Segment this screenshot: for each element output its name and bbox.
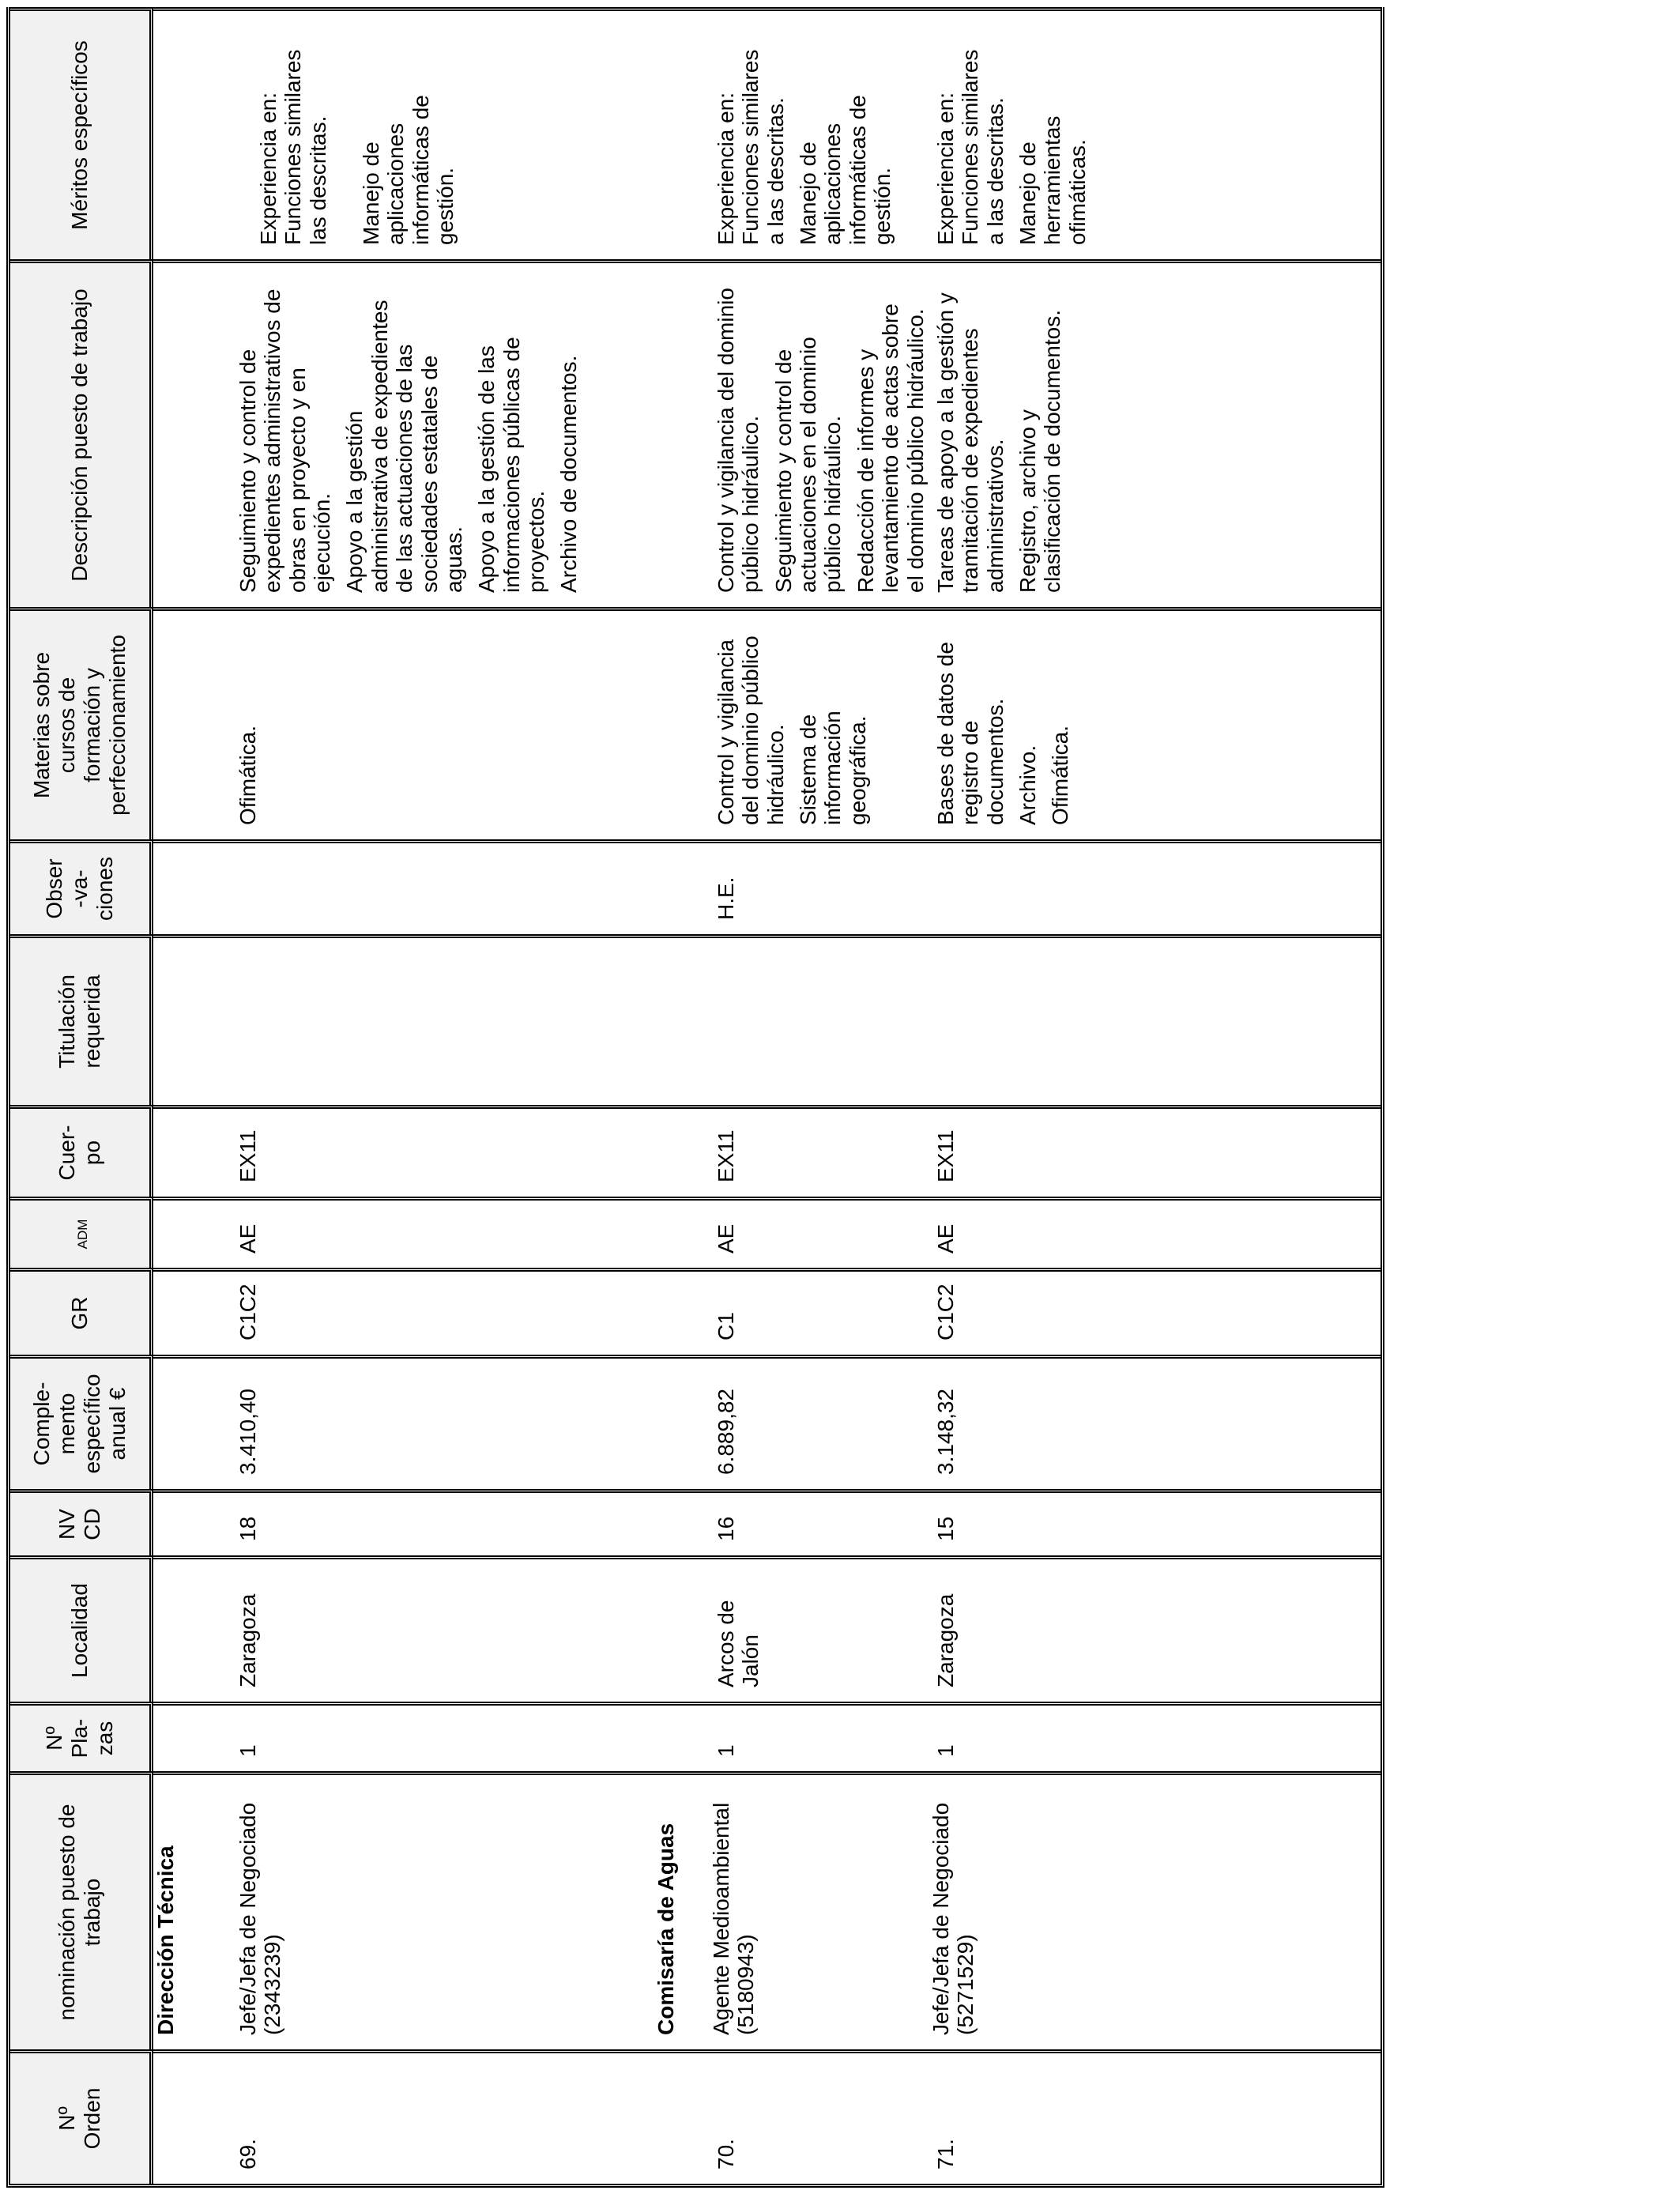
col-grupo: [153, 1268, 1381, 1355]
meritos-69-item: Manejo de aplicaciones informáticas de gestión.: [359, 95, 458, 245]
descripcion-69-item: Archivo de documentos.: [556, 355, 582, 593]
denominacion-70: Agente Medioambiental (5180943): [709, 1802, 759, 2035]
col-titulacion: [153, 934, 1381, 1105]
col-observaciones: [153, 839, 1381, 934]
header-adm-label: ADM: [74, 1219, 90, 1250]
col-meritos: [153, 7, 1381, 259]
orden-71: 71.: [933, 2139, 958, 2169]
header-complemento: Comple- mento específico anual €: [10, 1355, 153, 1489]
header-cuerpo: Cuer- po: [10, 1105, 153, 1197]
descripcion-71-item: Tareas de apoyo a la gestión y tramitación de expedientes administrativos.: [933, 292, 1008, 593]
cuerpo-69: EX11: [235, 1129, 260, 1182]
col-localidad: [153, 1555, 1381, 1702]
descripcion-70-item: Control y vigilancia del dominio público hidráulico.: [714, 288, 763, 593]
nivel-69: 18: [235, 1516, 260, 1541]
plazas-71: 1: [933, 1744, 958, 1757]
meritos-70-item: Experiencia en: Funciones similares a las descritas.: [714, 49, 788, 245]
materias-70-item: Control y vigilancia del dominio público hidráulico.: [714, 635, 788, 825]
col-adm: [153, 1197, 1381, 1268]
header-row: [10, 7, 153, 2184]
col-complemento: [153, 1355, 1381, 1489]
denominacion-71: Jefe/Jefa de Negociado (5271529): [929, 1802, 978, 2035]
localidad-69: Zaragoza: [235, 1593, 260, 1687]
section-title-comisaria-aguas: Comisaría de Aguas: [654, 1823, 678, 2035]
header-nivel: NV CD: [10, 1489, 153, 1555]
complemento-71: 3.148,32: [933, 1389, 958, 1475]
header-descripcion: Descripción puesto de trabajo: [10, 259, 153, 607]
grupo-71: C1C2: [933, 1284, 958, 1340]
col-descripcion: [153, 259, 1381, 607]
descripcion-69-item: Apoyo a la gestión de las informaciones públicas de proyectos.: [474, 337, 548, 593]
cuerpo-71: EX11: [933, 1129, 958, 1182]
cuerpo-70: EX11: [714, 1129, 738, 1182]
header-titulacion: Titulación requerida: [10, 934, 153, 1105]
col-denominacion: [153, 1771, 1381, 2049]
complemento-70: 6.889,82: [714, 1389, 738, 1475]
adm-70: AE: [714, 1223, 738, 1253]
header-materias: Materias sobre cursos de formación y perfeccionamiento: [10, 607, 153, 839]
col-cuerpo: [153, 1105, 1381, 1197]
materias-69-item: Ofimática.: [235, 725, 260, 825]
meritos-70-item: Manejo de aplicaciones informáticas de gestión.: [796, 95, 895, 245]
observaciones-70: H.E.: [714, 876, 738, 920]
localidad-70: Arcos de Jalón: [714, 1600, 763, 1687]
localidad-71: Zaragoza: [933, 1593, 958, 1687]
descripcion-69-item: Apoyo a la gestión administrativa de expedientes de las actuaciones de las sociedades estatales de aguas.: [342, 300, 466, 593]
orden-69: 69.: [235, 2139, 260, 2169]
col-orden: [153, 2049, 1381, 2184]
col-plazas: [153, 1702, 1381, 1771]
header-adm: [10, 1197, 153, 1268]
materias-70-item: Sistema de información geográfica.: [796, 711, 870, 825]
nivel-70: 16: [714, 1516, 738, 1541]
orden-70: 70.: [714, 2139, 738, 2169]
descripcion-71-item: Registro, archivo y clasificación de documentos.: [1015, 310, 1065, 593]
denominacion-69: Jefe/Jefa de Negociado (2343239): [235, 1802, 285, 2035]
meritos-71-item: Manejo de herramientas ofimáticas.: [1015, 115, 1090, 245]
adm-71: AE: [933, 1223, 958, 1253]
table-body-row: [153, 7, 1381, 2184]
col-materias: [153, 607, 1381, 839]
plazas-70: 1: [714, 1744, 738, 1757]
materias-71-item: Archivo.: [1015, 745, 1041, 825]
header-meritos: Méritos específicos: [10, 7, 153, 259]
descripcion-69-item: Seguimiento y control de expedientes administrativos de obras en proyecto y en ejecución.: [235, 288, 335, 593]
header-orden: Nº Orden: [10, 2049, 153, 2184]
header-denominacion: nominación puesto de trabajo: [10, 1771, 153, 2049]
descripcion-70-item: Seguimiento y control de actuaciones en el dominio público hidráulico.: [770, 337, 846, 593]
header-grupo: GR: [10, 1268, 153, 1355]
grupo-69: C1C2: [235, 1284, 260, 1340]
positions-table: [6, 7, 1384, 2188]
header-localidad: Localidad: [10, 1555, 153, 1702]
plazas-69: 1: [235, 1744, 260, 1757]
complemento-69: 3.410,40: [235, 1389, 260, 1475]
meritos-69-item: Experiencia en: Funciones similares las descritas.: [256, 49, 330, 245]
meritos-71-item: Experiencia en: Funciones similares a las descritas.: [933, 49, 1008, 245]
nivel-71: 15: [933, 1516, 958, 1541]
materias-71-item: Ofimática.: [1048, 725, 1073, 825]
adm-69: AE: [235, 1223, 260, 1253]
header-observaciones: Obser -va- ciones: [10, 839, 153, 934]
header-plazas: Nº Pla- zas: [10, 1702, 153, 1771]
materias-71-item: Bases de datos de registro de documentos.: [933, 642, 1008, 825]
col-nivel: [153, 1489, 1381, 1555]
grupo-70: C1: [714, 1312, 738, 1340]
descripcion-70-item: Redacción de informes y levantamiento de actas sobre el dominio público hidráulico.: [853, 303, 928, 593]
section-title-direccion-tecnica: Dirección Técnica: [153, 1845, 178, 2035]
